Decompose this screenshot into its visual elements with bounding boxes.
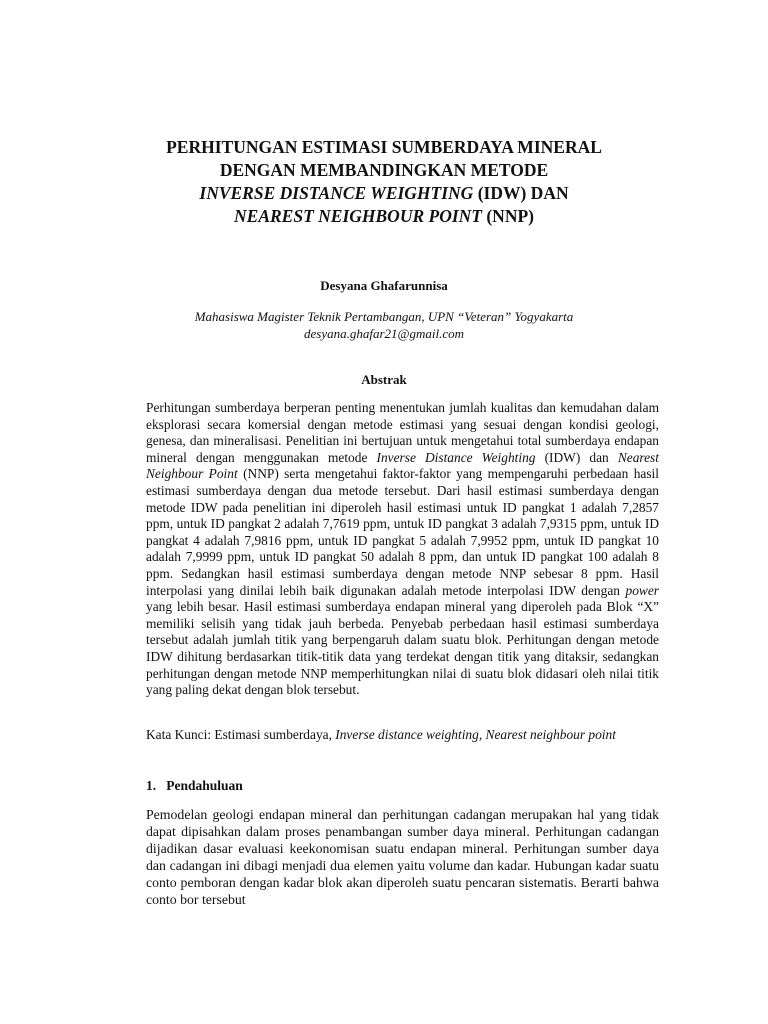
section-heading-pendahuluan: 1. Pendahuluan (146, 778, 243, 793)
title-line-4 (120, 205, 648, 228)
keywords-label: Kata Kunci: Estimasi sumberdaya, (146, 727, 336, 742)
abstract-text-4: yang lebih besar. Hasil estimasi sumberdaya endapan mineral yang diperoleh pada Blok “X” memiliki selisih yang tidak jauh berbeda. Penyebab perbedaan hasil estimasi sumberdaya tersebut adalah jumlah titik yang berpengaruh dalam suatu blok. Perhitungan dengan metode IDW dihitung berdasarkan titik-titik data yang terdekat dengan titik yang ditaksir, sedangkan perhitungan dengan metode NNP memperhitungkan nilai di suatu blok didasari oleh nilai titik yang paling dekat dengan blok tersebut. (146, 599, 659, 698)
title-idw-italic: INVERSE DISTANCE WEIGHTING (199, 183, 474, 203)
paper-title (120, 136, 648, 228)
title-line-1: PERHITUNGAN ESTIMASI SUMBERDAYA MINERAL (166, 137, 602, 157)
author-name: Desyana Ghafarunnisa (320, 278, 448, 293)
abstract-nnp-italic: Nearest Neighbour Point (146, 449, 659, 482)
abstract-text-1: Perhitungan sumberdaya berperan penting menentukan jumlah kualitas dan kemudahan dalam eksplorasi secara komersial dengan metode estimasi yang sesuai dengan kondisi geologi, genesa, dan mineralisasi. Penelitian ini bertujuan untuk mengetahui total sumberdaya endapan mineral dengan menggunakan metode (146, 400, 659, 465)
title-line-3 (120, 182, 648, 205)
keywords (146, 726, 659, 743)
abstract-power-italic: power (625, 582, 659, 598)
abstract-text-3: (NNP) serta mengetahui faktor-faktor yang mempengaruhi perbedaan hasil estimasi sumberdaya dengan dua metode tersebut. Dari hasil estimasi sumberdaya dengan metode IDW pada penelitian ini diperoleh hasil estimasi untuk ID pangkat 1 adalah 7,2857 ppm, untuk ID pangkat 2 adalah 7,7619 ppm, untuk ID pangkat 3 adalah 7,9315 ppm, untuk ID pangkat 4 adalah 7,9816 ppm, untuk ID pangkat 5 adalah 7,9952 ppm, untuk ID pangkat 10 adalah 7,9999 ppm, untuk ID pangkat 50 adalah 8 ppm, dan untuk ID pangkat 100 adalah 8 ppm. Sedangkan hasil estimasi sumberdaya dengan metode NNP sebesar 8 ppm. Hasil interpolasi yang dinilai lebih baik digunakan adalah metode interpolasi IDW dengan (146, 466, 659, 598)
abstract-heading: Abstrak (361, 372, 407, 387)
abstract-text-2: (IDW) dan (535, 449, 618, 465)
title-nnp-rest: (NNP) (481, 206, 534, 226)
keywords-italic: Inverse distance weighting, Nearest neighbour point (335, 727, 616, 742)
abstract-body (146, 400, 659, 699)
abstract-idw-italic: Inverse Distance Weighting (376, 449, 536, 465)
author-affiliation: Mahasiswa Magister Teknik Pertambangan, UPN “Veteran” Yogyakarta (194, 309, 574, 324)
title-idw-rest: (IDW) DAN (473, 183, 569, 203)
section-body-pendahuluan: Pemodelan geologi endapan mineral dan perhitungan cadangan merupakan hal yang tidak dapat dipisahkan dalam proses penambangan sumber daya mineral. Perhitungan cadangan dijadikan dasar evaluasi keekonomisan suatu endapan mineral. Perhitungan sumber daya dan cadangan ini dibagi menjadi dua elemen yaitu volume dan kadar. Hubungan kadar suatu conto pemboran dengan kadar blok akan diperoleh suatu pencaran sistematis. Berarti bahwa conto bor tersebut (146, 807, 659, 907)
author-email[interactable]: desyana.ghafar21@gmail.com (304, 326, 464, 341)
title-line-2: DENGAN MEMBANDINGKAN METODE (219, 160, 549, 180)
author-affiliation-block (0, 308, 768, 342)
title-nnp-italic: NEAREST NEIGHBOUR POINT (234, 206, 482, 226)
